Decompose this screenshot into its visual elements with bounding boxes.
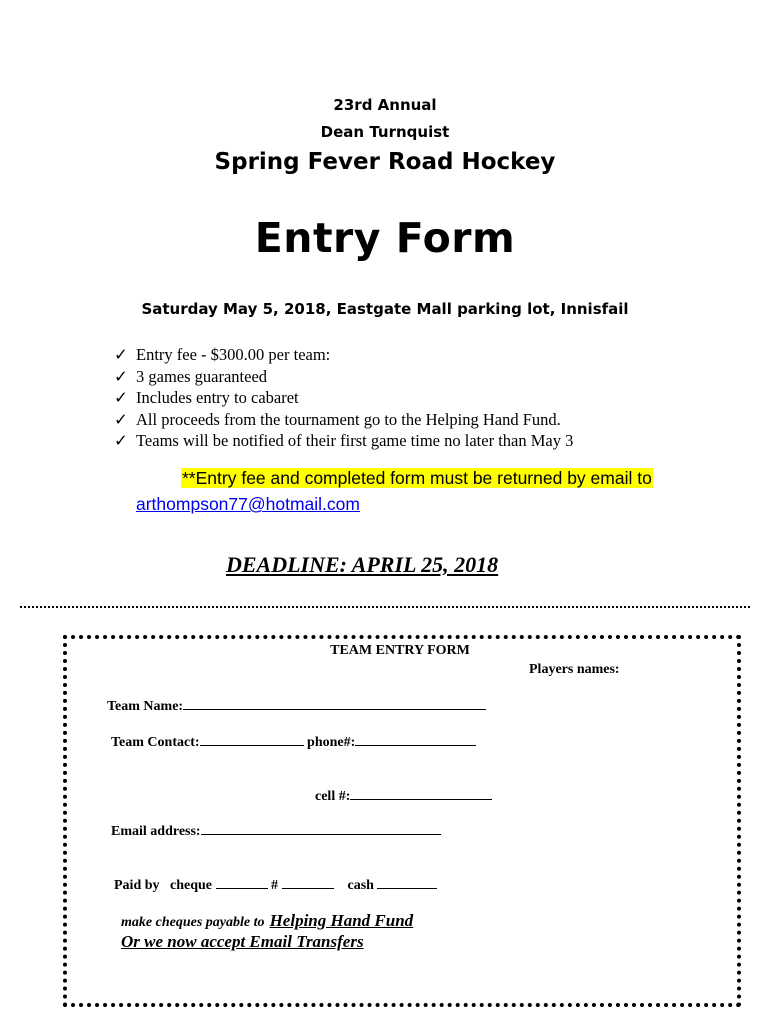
team-name-field[interactable] xyxy=(183,697,486,710)
cheque-number-label: # xyxy=(271,878,279,893)
team-contact-label: Team Contact: xyxy=(111,735,200,750)
email-row xyxy=(136,494,360,515)
checklist-item: ✓ Includes entry to cabaret xyxy=(114,388,299,407)
check-icon: ✓ xyxy=(114,388,128,407)
email-address-field[interactable] xyxy=(201,822,441,835)
deadline-heading: DEADLINE: APRIL 25, 2018 xyxy=(226,552,499,577)
event-details: Saturday May 5, 2018, Eastgate Mall parking lot, Innisfail xyxy=(141,300,629,318)
cheque-number-field[interactable] xyxy=(282,876,334,889)
checklist-item: ✓ 3 games guaranteed xyxy=(114,366,268,386)
cell-row xyxy=(315,787,492,805)
payable-prefix: make cheques payable to xyxy=(121,915,265,930)
checklist-item: ✓ Teams will be notified of their first game time no later than May 3 xyxy=(114,431,574,450)
form-title: Entry Form xyxy=(254,214,516,262)
phone-field[interactable] xyxy=(355,733,476,746)
team-name-label: Team Name: xyxy=(107,699,184,714)
edition-heading: 23rd Annual xyxy=(333,96,437,114)
check-icon: ✓ xyxy=(114,409,128,429)
team-contact-field[interactable] xyxy=(200,733,304,746)
paid-by-label: Paid by xyxy=(114,878,160,893)
team-contact-row xyxy=(111,733,476,751)
submission-notice: **Entry fee and completed form must be returned by email to xyxy=(182,468,652,488)
cell-field[interactable] xyxy=(350,787,492,800)
check-icon: ✓ xyxy=(114,366,128,386)
cheque-field[interactable] xyxy=(216,876,268,889)
email-link[interactable]: arthompson77@hotmail.com xyxy=(136,494,360,514)
info-checklist xyxy=(114,344,573,452)
team-name-row xyxy=(107,697,486,715)
email-transfer-note: Or we now accept Email Transfers xyxy=(121,932,364,951)
payable-to: Helping Hand Fund xyxy=(269,911,414,930)
check-icon: ✓ xyxy=(114,345,128,364)
phone-label: phone#: xyxy=(307,735,356,750)
check-icon: ✓ xyxy=(114,431,128,450)
email-address-row xyxy=(111,822,441,840)
cell-label: cell #: xyxy=(315,789,351,804)
email-address-label: Email address: xyxy=(111,824,201,839)
form-title-text: TEAM ENTRY FORM xyxy=(330,643,470,658)
cheque-label: cheque xyxy=(170,878,213,893)
event-name-heading: Spring Fever Road Hockey xyxy=(214,149,556,175)
payment-row xyxy=(114,876,437,894)
cash-field[interactable] xyxy=(377,876,437,889)
checklist-item: ✓ Entry fee - $300.00 per team: xyxy=(114,345,331,364)
payable-row xyxy=(121,911,413,931)
memorial-heading: Dean Turnquist xyxy=(320,123,450,141)
cut-line-divider xyxy=(20,606,750,608)
players-names-label: Players names: xyxy=(529,662,620,677)
cash-label: cash xyxy=(347,878,374,893)
checklist-item: ✓ All proceeds from the tournament go to the Helping Hand Fund. xyxy=(114,409,561,429)
